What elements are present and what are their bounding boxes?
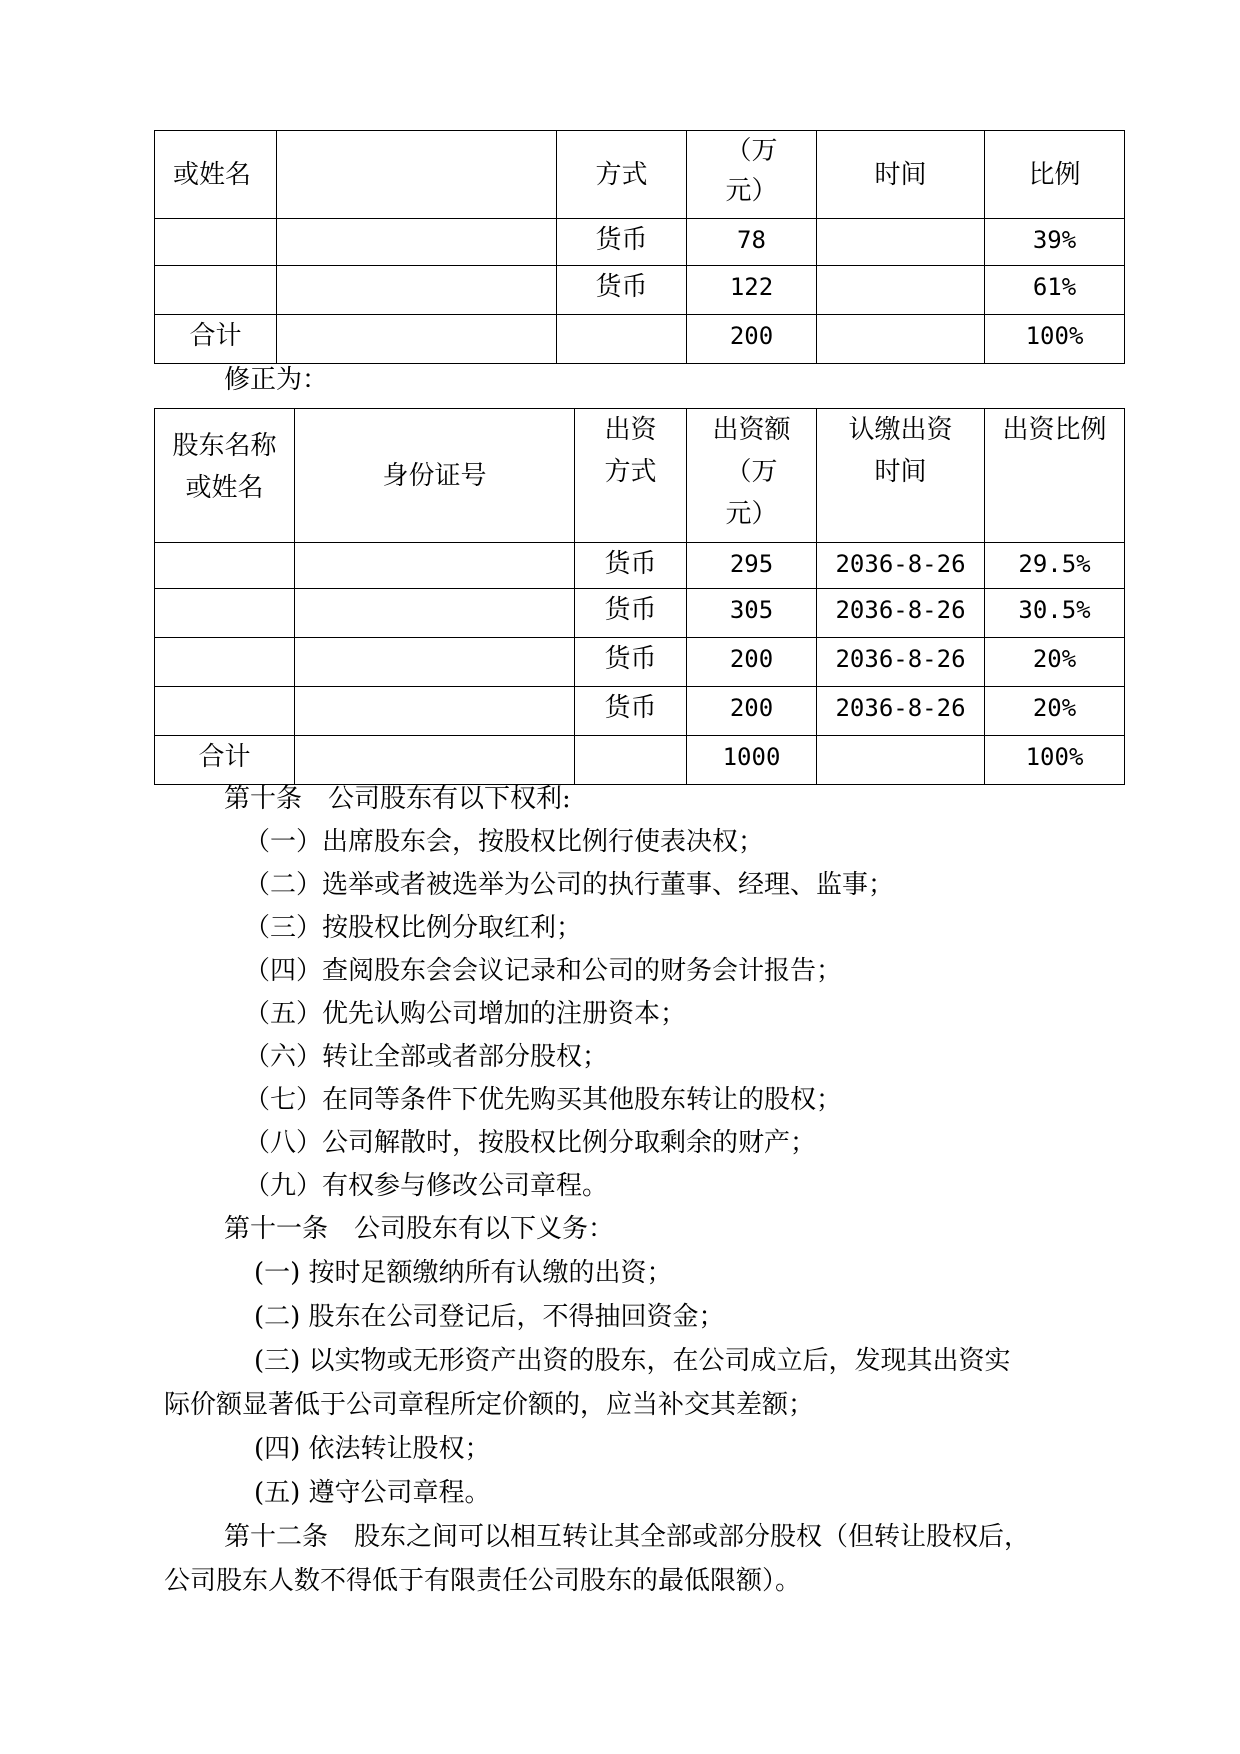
table-row	[155, 687, 1125, 736]
cell-id	[277, 219, 557, 266]
cell-total-label: 合计	[155, 315, 277, 364]
article-10-item-6: （六）转让全部或者部分股权；	[244, 1042, 609, 1072]
article-10-item-3: （三）按股权比例分取红利；	[244, 913, 583, 943]
cell-method: 货币	[575, 543, 687, 589]
cell-ratio: 100%	[985, 315, 1125, 364]
cell-id	[295, 543, 575, 589]
cell-name	[155, 638, 295, 687]
cell-amount: 1000	[687, 736, 817, 785]
cell-total-label: 合计	[155, 736, 295, 785]
cell-id	[277, 266, 557, 315]
cell-amount: 122	[687, 266, 817, 315]
table-header-row	[155, 131, 1125, 219]
cell-amount: 200	[687, 638, 817, 687]
article-11-item-1: (一) 按时足额缴纳所有认缴的出资；	[254, 1258, 673, 1288]
header-amount: （万 元）	[687, 131, 817, 219]
table-row	[155, 219, 1125, 266]
cell-time	[817, 315, 985, 364]
cell-ratio: 20%	[985, 687, 1125, 736]
cell-method: 货币	[575, 638, 687, 687]
amended-capital-table	[154, 408, 1125, 785]
cell-method: 货币	[575, 687, 687, 736]
cell-time: 2036-8-26	[817, 638, 985, 687]
header-time: 时间	[817, 131, 985, 219]
cell-method: 货币	[575, 589, 687, 638]
cell-ratio: 100%	[985, 736, 1125, 785]
header-ratio: 出资比例	[985, 409, 1125, 543]
cell-ratio: 39%	[985, 219, 1125, 266]
cell-amount: 200	[687, 687, 817, 736]
cell-method: 货币	[557, 266, 687, 315]
cell-name	[155, 687, 295, 736]
cell-name	[155, 543, 295, 589]
article-10-item-1: （一）出席股东会，按股权比例行使表决权；	[244, 827, 765, 857]
article-10-item-9: （九）有权参与修改公司章程。	[244, 1171, 609, 1201]
article-10-item-8: （八）公司解散时，按股权比例分取剩余的财产；	[244, 1128, 817, 1158]
header-id	[277, 131, 557, 219]
cell-method: 货币	[557, 219, 687, 266]
header-name: 股东名称 或姓名	[155, 409, 295, 543]
cell-id	[277, 315, 557, 364]
article-11-item-5: (五) 遵守公司章程。	[254, 1478, 491, 1508]
cell-ratio: 30.5%	[985, 589, 1125, 638]
article-10-item-4: （四）查阅股东会会议记录和公司的财务会计报告；	[244, 956, 843, 986]
cell-ratio: 61%	[985, 266, 1125, 315]
cell-time	[817, 266, 985, 315]
cell-amount: 305	[687, 589, 817, 638]
cell-time: 2036-8-26	[817, 687, 985, 736]
article-10-item-2: （二）选举或者被选举为公司的执行董事、经理、监事；	[244, 870, 895, 900]
cell-ratio: 20%	[985, 638, 1125, 687]
cell-ratio: 29.5%	[985, 543, 1125, 589]
table-total-row	[155, 315, 1125, 364]
header-method: 方式	[557, 131, 687, 219]
cell-id	[295, 589, 575, 638]
header-id: 身份证号	[295, 409, 575, 543]
article-11-item-2: (二) 股东在公司登记后，不得抽回资金；	[254, 1302, 725, 1332]
original-capital-table	[154, 130, 1125, 364]
cell-amount: 78	[687, 219, 817, 266]
cell-time	[817, 736, 985, 785]
article-12-line-1: 第十二条 股东之间可以相互转让其全部或部分股权（但转让股权后，	[224, 1522, 1031, 1552]
article-11-item-4: (四) 依法转让股权；	[254, 1434, 491, 1464]
table-row	[155, 589, 1125, 638]
header-ratio: 比例	[985, 131, 1125, 219]
cell-name	[155, 589, 295, 638]
header-name: 或姓名	[155, 131, 277, 219]
article-11-heading: 第十一条 公司股东有以下义务：	[224, 1214, 615, 1244]
cell-amount: 200	[687, 315, 817, 364]
cell-id	[295, 687, 575, 736]
header-amount: 出资额 （万 元）	[687, 409, 817, 543]
article-12-line-2: 公司股东人数不得低于有限责任公司股东的最低限额）。	[164, 1566, 802, 1596]
cell-id	[295, 638, 575, 687]
table-row	[155, 638, 1125, 687]
table-header-row	[155, 409, 1125, 543]
article-11-item-3-cont: 际价额显著低于公司章程所定价额的，应当补交其差额；	[164, 1390, 815, 1420]
cell-method	[557, 315, 687, 364]
cell-time	[817, 219, 985, 266]
table-row	[155, 266, 1125, 315]
header-time: 认缴出资 时间	[817, 409, 985, 543]
cell-amount: 295	[687, 543, 817, 589]
cell-name	[155, 219, 277, 266]
header-method: 出资 方式	[575, 409, 687, 543]
article-10-item-7: （七）在同等条件下优先购买其他股东转让的股权；	[244, 1085, 843, 1115]
cell-name	[155, 266, 277, 315]
amend-label: 修正为：	[224, 365, 329, 395]
table-row	[155, 543, 1125, 589]
cell-time: 2036-8-26	[817, 543, 985, 589]
cell-method	[575, 736, 687, 785]
article-10-item-5: （五）优先认购公司增加的注册资本；	[244, 999, 687, 1029]
article-10-heading: 第十条 公司股东有以下权利:	[224, 784, 571, 814]
cell-time: 2036-8-26	[817, 589, 985, 638]
article-11-item-3: (三) 以实物或无形资产出资的股东，在公司成立后，发现其出资实	[254, 1346, 1011, 1376]
